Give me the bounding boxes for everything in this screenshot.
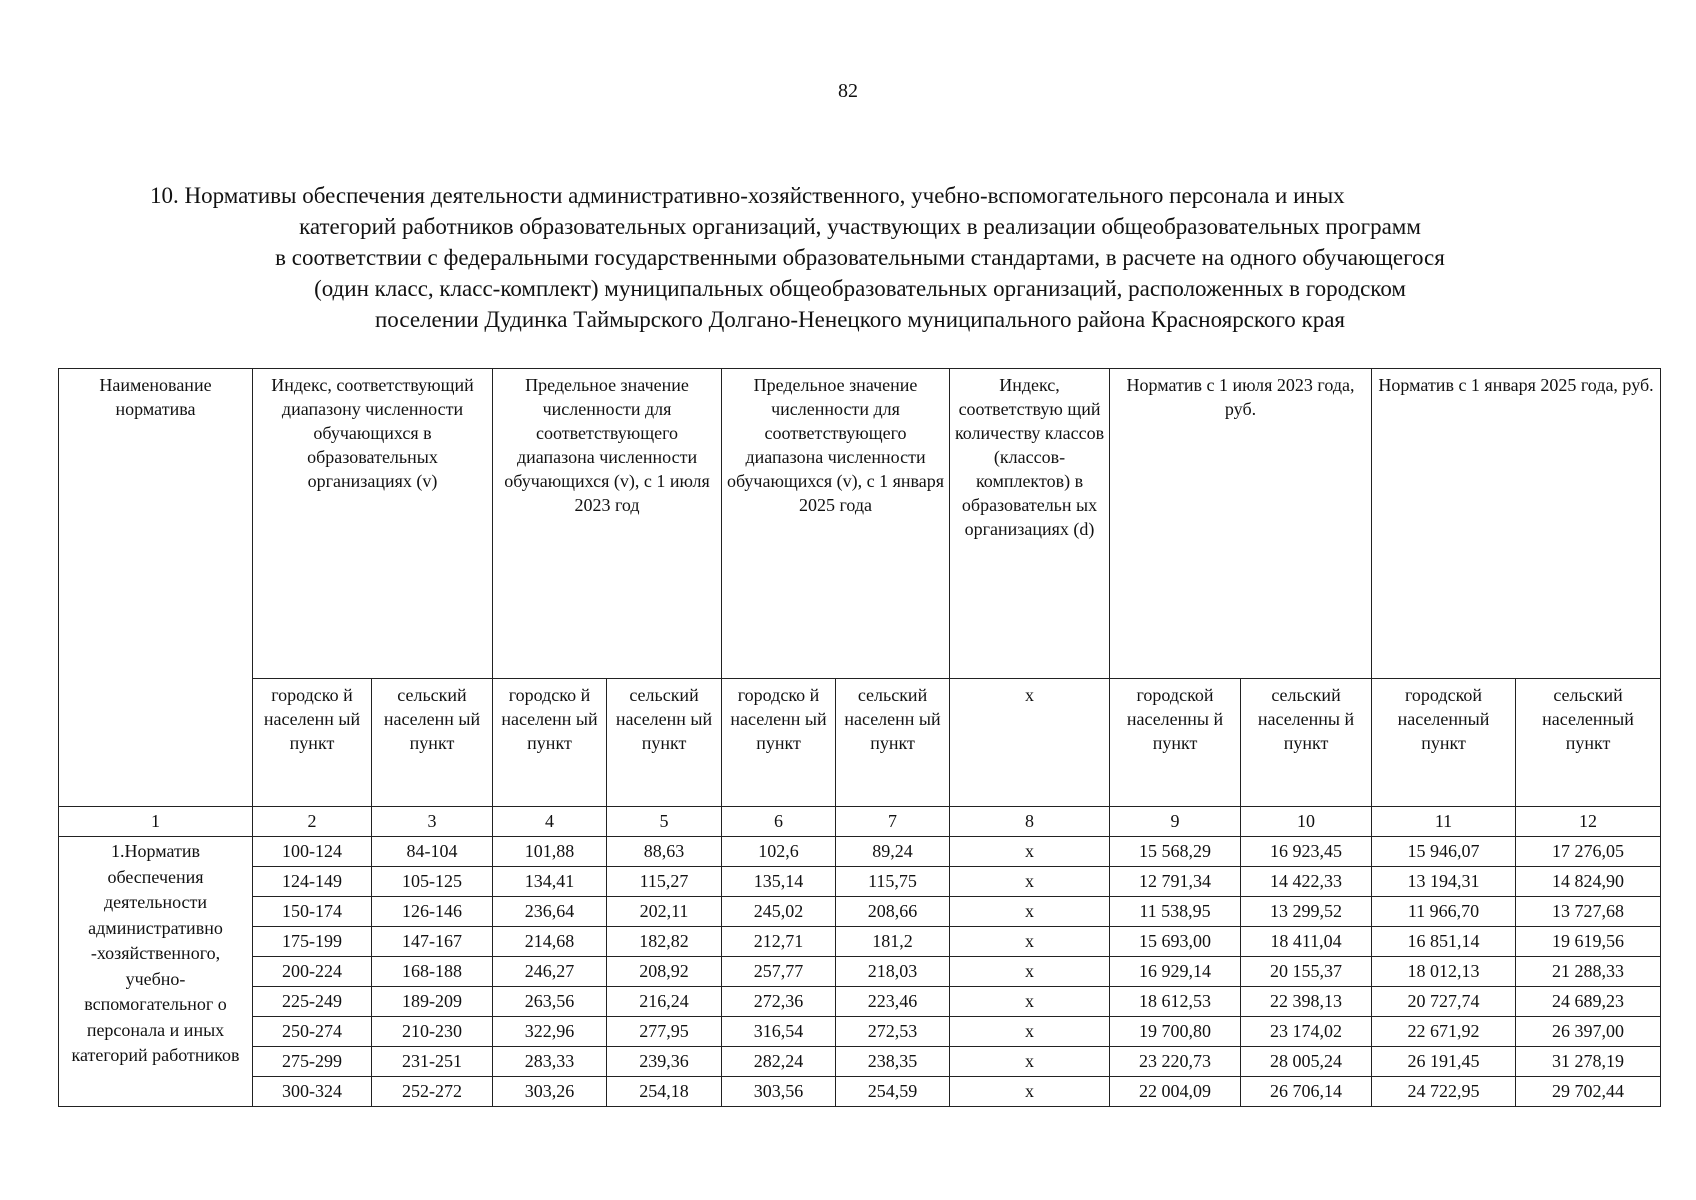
subheader-rural: сельский населенны й пункт bbox=[1241, 679, 1372, 807]
table-row bbox=[59, 897, 1661, 927]
table-cell: 20 727,74 bbox=[1372, 987, 1516, 1017]
table-cell: 26 706,14 bbox=[1241, 1077, 1372, 1107]
table-cell: 14 422,33 bbox=[1241, 867, 1372, 897]
table-cell: 105-125 bbox=[372, 867, 493, 897]
table-cell: 29 702,44 bbox=[1516, 1077, 1661, 1107]
table-cell: 250-274 bbox=[253, 1017, 372, 1047]
table-cell: 181,2 bbox=[836, 927, 950, 957]
subheader-rural: сельский населенн ый пункт bbox=[836, 679, 950, 807]
header-limit-2023: Предельное значение численности для соответствующего диапазона численности обучающихся (v), с 1 июля 2023 год bbox=[493, 369, 722, 679]
header-index-classes: Индекс, соответствую щий количеству классов (классов-комплектов) в образовательн ых организациях (d) bbox=[950, 369, 1110, 679]
table-cell: 102,6 bbox=[722, 837, 836, 867]
table-cell: 208,66 bbox=[836, 897, 950, 927]
column-number: 8 bbox=[950, 807, 1110, 837]
table-cell: 245,02 bbox=[722, 897, 836, 927]
table-cell: 300-324 bbox=[253, 1077, 372, 1107]
row-title: 1.Норматив обеспечения деятельности административно -хозяйственного, учебно-вспомогательног о персонала и иных категорий работников bbox=[59, 837, 253, 1107]
table-cell: 12 791,34 bbox=[1110, 867, 1241, 897]
table-cell: 23 220,73 bbox=[1110, 1047, 1241, 1077]
header-norm-2025: Норматив с 1 января 2025 года, руб. bbox=[1372, 369, 1661, 679]
table-cell: 84-104 bbox=[372, 837, 493, 867]
table-cell: 254,18 bbox=[607, 1077, 722, 1107]
table-cell: 214,68 bbox=[493, 927, 607, 957]
table-cell: 202,11 bbox=[607, 897, 722, 927]
column-number: 7 bbox=[836, 807, 950, 837]
table-cell: 239,36 bbox=[607, 1047, 722, 1077]
table-cell: 303,26 bbox=[493, 1077, 607, 1107]
table-cell: 189-209 bbox=[372, 987, 493, 1017]
table-body bbox=[59, 807, 1661, 1107]
table-cell: 277,95 bbox=[607, 1017, 722, 1047]
table-cell: 246,27 bbox=[493, 957, 607, 987]
table-cell: 13 299,52 bbox=[1241, 897, 1372, 927]
table-cell: 225-249 bbox=[253, 987, 372, 1017]
table-cell: 26 191,45 bbox=[1372, 1047, 1516, 1077]
table-cell: х bbox=[950, 867, 1110, 897]
table-cell: 89,24 bbox=[836, 837, 950, 867]
table-row bbox=[59, 1077, 1661, 1107]
table-cell: 15 946,07 bbox=[1372, 837, 1516, 867]
table-cell: 168-188 bbox=[372, 957, 493, 987]
table-cell: 272,36 bbox=[722, 987, 836, 1017]
subheader-urban: городско й населенн ый пункт bbox=[253, 679, 372, 807]
table-cell: 13 727,68 bbox=[1516, 897, 1661, 927]
subheader-rural: сельский населенн ый пункт bbox=[372, 679, 493, 807]
table-cell: 263,56 bbox=[493, 987, 607, 1017]
table-cell: 18 411,04 bbox=[1241, 927, 1372, 957]
table-cell: 22 671,92 bbox=[1372, 1017, 1516, 1047]
table-row bbox=[59, 927, 1661, 957]
table-cell: 17 276,05 bbox=[1516, 837, 1661, 867]
table-cell: 282,24 bbox=[722, 1047, 836, 1077]
table-cell: 182,82 bbox=[607, 927, 722, 957]
table-cell: 16 851,14 bbox=[1372, 927, 1516, 957]
column-number: 9 bbox=[1110, 807, 1241, 837]
table-cell: 212,71 bbox=[722, 927, 836, 957]
subheader-urban: городско й населенн ый пункт bbox=[493, 679, 607, 807]
table-cell: 23 174,02 bbox=[1241, 1017, 1372, 1047]
document-title bbox=[150, 180, 1570, 335]
column-number: 11 bbox=[1372, 807, 1516, 837]
table-cell: 19 700,80 bbox=[1110, 1017, 1241, 1047]
title-line: 10. Нормативы обеспечения деятельности административно-хозяйственного, учебно-вспомогательного персонала и иных bbox=[150, 183, 1345, 208]
title-line: категорий работников образовательных организаций, участвующих в реализации общеобразовательных программ bbox=[299, 214, 1421, 239]
table-cell: 303,56 bbox=[722, 1077, 836, 1107]
table-cell: 210-230 bbox=[372, 1017, 493, 1047]
column-number: 10 bbox=[1241, 807, 1372, 837]
table-cell: 257,77 bbox=[722, 957, 836, 987]
column-number: 12 bbox=[1516, 807, 1661, 837]
table-cell: 283,33 bbox=[493, 1047, 607, 1077]
table-cell: 236,64 bbox=[493, 897, 607, 927]
table-cell: 216,24 bbox=[607, 987, 722, 1017]
table-cell: 200-224 bbox=[253, 957, 372, 987]
column-number: 3 bbox=[372, 807, 493, 837]
table-cell: х bbox=[950, 957, 1110, 987]
table-cell: 272,53 bbox=[836, 1017, 950, 1047]
table-cell: 31 278,19 bbox=[1516, 1047, 1661, 1077]
table-cell: 22 004,09 bbox=[1110, 1077, 1241, 1107]
table-row bbox=[59, 837, 1661, 867]
table-cell: 175-199 bbox=[253, 927, 372, 957]
table-cell: 275-299 bbox=[253, 1047, 372, 1077]
table-cell: х bbox=[950, 927, 1110, 957]
table-cell: 316,54 bbox=[722, 1017, 836, 1047]
header-norm-2023: Норматив с 1 июля 2023 года, руб. bbox=[1110, 369, 1372, 679]
subheader-urban: городско й населенн ый пункт bbox=[722, 679, 836, 807]
table-cell: 16 929,14 bbox=[1110, 957, 1241, 987]
table-cell: 11 538,95 bbox=[1110, 897, 1241, 927]
subheader-urban: городской населенны й пункт bbox=[1110, 679, 1241, 807]
title-line: (один класс, класс-комплект) муниципальных общеобразовательных организаций, расположенных в городском bbox=[314, 276, 1406, 301]
page-number: 82 bbox=[838, 80, 858, 102]
table-cell: 115,75 bbox=[836, 867, 950, 897]
table-cell: 19 619,56 bbox=[1516, 927, 1661, 957]
table-cell: 24 689,23 bbox=[1516, 987, 1661, 1017]
table-cell: 238,35 bbox=[836, 1047, 950, 1077]
column-number: 1 bbox=[59, 807, 253, 837]
table-cell: 20 155,37 bbox=[1241, 957, 1372, 987]
column-number: 4 bbox=[493, 807, 607, 837]
table-row bbox=[59, 987, 1661, 1017]
table-cell: 135,14 bbox=[722, 867, 836, 897]
title-line: в соответствии с федеральными государственными образовательными стандартами, в расчете на одного обучающегося bbox=[275, 245, 1445, 270]
header-limit-2025: Предельное значение численности для соответствующего диапазона численности обучающихся (v), с 1 января 2025 года bbox=[722, 369, 950, 679]
table-cell: 15 568,29 bbox=[1110, 837, 1241, 867]
header-index-range: Индекс, соответствующий диапазону численности обучающихся в образовательных организациях (v) bbox=[253, 369, 493, 679]
table-cell: х bbox=[950, 837, 1110, 867]
table-cell: 218,03 bbox=[836, 957, 950, 987]
table-cell: 26 397,00 bbox=[1516, 1017, 1661, 1047]
table-cell: 115,27 bbox=[607, 867, 722, 897]
table-cell: х bbox=[950, 987, 1110, 1017]
table-cell: х bbox=[950, 897, 1110, 927]
table-cell: х bbox=[950, 1077, 1110, 1107]
column-number-row bbox=[59, 807, 1661, 837]
table-cell: 124-149 bbox=[253, 867, 372, 897]
table-cell: 24 722,95 bbox=[1372, 1077, 1516, 1107]
table-cell: 22 398,13 bbox=[1241, 987, 1372, 1017]
table-row bbox=[59, 867, 1661, 897]
table-cell: 322,96 bbox=[493, 1017, 607, 1047]
column-number: 6 bbox=[722, 807, 836, 837]
table-cell: 15 693,00 bbox=[1110, 927, 1241, 957]
table-cell: 150-174 bbox=[253, 897, 372, 927]
table-cell: 28 005,24 bbox=[1241, 1047, 1372, 1077]
column-number: 2 bbox=[253, 807, 372, 837]
table-cell: 11 966,70 bbox=[1372, 897, 1516, 927]
table-cell: 252-272 bbox=[372, 1077, 493, 1107]
normatives-table bbox=[58, 368, 1661, 1107]
table-cell: 126-146 bbox=[372, 897, 493, 927]
table-row bbox=[59, 1047, 1661, 1077]
header-name: Наименование норматива bbox=[59, 369, 253, 807]
table-cell: 147-167 bbox=[372, 927, 493, 957]
table-cell: 16 923,45 bbox=[1241, 837, 1372, 867]
table-cell: х bbox=[950, 1017, 1110, 1047]
table-cell: 101,88 bbox=[493, 837, 607, 867]
table-cell: 21 288,33 bbox=[1516, 957, 1661, 987]
subheader-rural: сельский населенн ый пункт bbox=[607, 679, 722, 807]
table-cell: 18 012,13 bbox=[1372, 957, 1516, 987]
table-cell: 13 194,31 bbox=[1372, 867, 1516, 897]
table-cell: 254,59 bbox=[836, 1077, 950, 1107]
table-cell: 223,46 bbox=[836, 987, 950, 1017]
table-cell: 208,92 bbox=[607, 957, 722, 987]
title-line: поселении Дудинка Таймырского Долгано-Ненецкого муниципального района Красноярского края bbox=[374, 307, 1346, 332]
table-row bbox=[59, 1017, 1661, 1047]
table-cell: 100-124 bbox=[253, 837, 372, 867]
subheader-urban: городской населенный пункт bbox=[1372, 679, 1516, 807]
table-cell: 231-251 bbox=[372, 1047, 493, 1077]
table-cell: 134,41 bbox=[493, 867, 607, 897]
subheader-x: х bbox=[950, 679, 1110, 807]
table-row bbox=[59, 957, 1661, 987]
column-number: 5 bbox=[607, 807, 722, 837]
table-cell: 88,63 bbox=[607, 837, 722, 867]
table-cell: 14 824,90 bbox=[1516, 867, 1661, 897]
table-cell: 18 612,53 bbox=[1110, 987, 1241, 1017]
table-cell: х bbox=[950, 1047, 1110, 1077]
subheader-rural: сельский населенный пункт bbox=[1516, 679, 1661, 807]
